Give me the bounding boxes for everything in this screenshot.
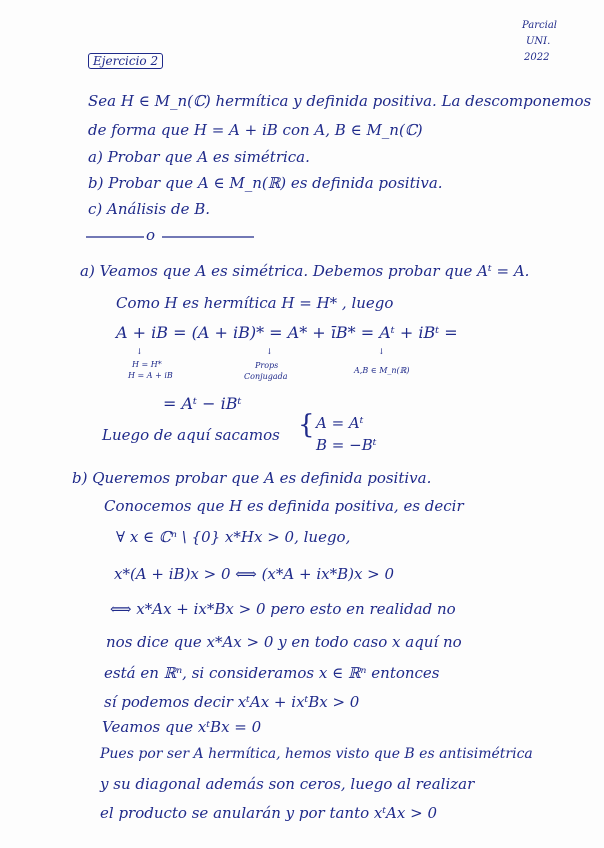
statement-line-2: de forma que H = A + iB con A, B ∈ M_n(ℂ) (88, 121, 423, 139)
arrow-note-1: ↓ (136, 347, 143, 356)
part-a-line-2: Como H es hermítica H = H* , luego (116, 294, 394, 312)
part-b-line-6: nos dice que x*Ax > 0 y en todo caso x aquí no (106, 633, 462, 651)
header-year: 2022 (524, 52, 550, 63)
part-b-line-11: y su diagonal además son ceros, luego al realizar (100, 775, 475, 793)
part-b-line-8: sí podemos decir xᵗAx + ixᵗBx > 0 (104, 693, 360, 711)
note-real-matrices: A,B ∈ M_n(ℝ) (354, 366, 410, 375)
statement-item-a: a) Probar que A es simétrica. (88, 148, 310, 166)
statement-item-b: b) Probar que A ∈ M_n(ℝ) es definida positiva. (88, 174, 443, 192)
part-a-conclusion: Luego de aquí sacamos (102, 426, 280, 444)
part-b-line-4: x*(A + iB)x > 0 ⟺ (x*A + ix*B)x > 0 (114, 565, 395, 583)
part-b-line-5: ⟺ x*Ax + ix*Bx > 0 pero esto en realidad no (110, 600, 456, 618)
section-divider (86, 235, 256, 239)
arrow-note-2: ↓ (266, 347, 273, 356)
arrow-note-3: ↓ (378, 347, 385, 356)
note-props: Props (255, 361, 279, 370)
note-h-equals-hstar: H = H* (132, 360, 162, 369)
statement-item-c: c) Análisis de B. (88, 200, 211, 218)
note-h-decomp: H = A + iB (128, 371, 173, 380)
part-b-line-10: Pues por ser A hermítica, hemos visto que B es antisimétrica (100, 746, 533, 762)
part-b-line-7: está en ℝⁿ, si consideramos x ∈ ℝⁿ entonces (104, 664, 440, 682)
divider-mark: o (146, 226, 156, 244)
note-conjugate: Conjugada (244, 372, 288, 381)
part-b-line-1: b) Queremos probar que A es definida positiva. (72, 469, 432, 487)
part-b-line-9: Veamos que xᵗBx = 0 (102, 718, 262, 736)
statement-line-1: Sea H ∈ M_n(ℂ) hermítica y definida positiva. La descomponemos (88, 92, 592, 110)
part-b-line-2: Conocemos que H es definida positiva, es decir (104, 497, 464, 515)
part-b-line-3: ∀ x ∈ ℂⁿ \ {0} x*Hx > 0, luego, (116, 528, 351, 546)
part-b-line-12: el producto se anularán y por tanto xᵗAx > 0 (100, 804, 437, 822)
part-a-line-1: a) Veamos que A es simétrica. Debemos probar que Aᵗ = A. (80, 262, 530, 280)
system-eq-1: A = Aᵗ (316, 414, 364, 432)
part-a-equation-2: = Aᵗ − iBᵗ (163, 394, 242, 413)
header-unit: UNI. (526, 36, 551, 47)
system-brace: { (298, 410, 315, 440)
header-course: Parcial (522, 20, 557, 31)
system-eq-2: B = −Bᵗ (316, 436, 377, 454)
part-a-equation-1: A + iB = (A + iB)* = A* + īB* = Aᵗ + iBᵗ = (116, 323, 458, 342)
exercise-label: Ejercicio 2 (88, 53, 163, 69)
